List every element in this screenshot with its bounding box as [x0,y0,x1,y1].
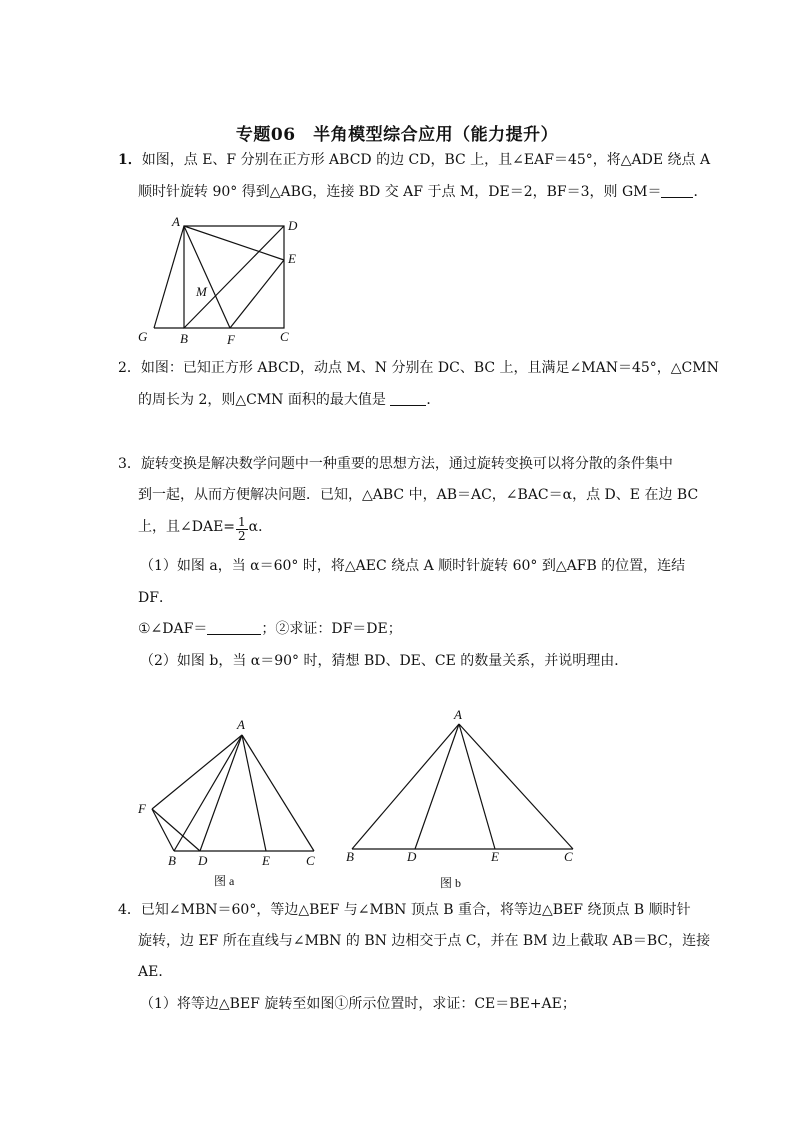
figb-label-A: A [454,707,462,722]
q3-text-3a: 上，且∠DAE= [138,519,236,535]
q4-number: 4． [118,902,141,918]
q3-line2: 到一起，从而方便解决问题．已知，△ABC 中，AB＝AC，∠BAC＝α，点 D、E 在边 BC [138,487,699,503]
q1-label-B: B [180,331,188,346]
q2-text-1: 如图：已知正方形 ABCD，动点 M、N 分别在 DC、BC 上，且满足∠MAN＝45°，△CMN [140,360,719,376]
q3-frac-denominator: 2 [238,529,246,543]
figb-label-B: B [346,849,354,864]
figb-label-E: E [491,849,499,864]
figb-segment-AE [459,724,495,849]
q4-line3: AE． [138,964,173,980]
figa-label-A: A [237,717,245,732]
q2-text-2a: 的周长为 2，则△CMN 面积的最大值是 [138,392,391,408]
q3-part1-line1: （1）如图 a，当 α＝60° 时，将△AEC 绕点 A 顺时针旋转 60° 到△AFB 的位置，连结 [140,558,686,574]
q3-text-3b: α． [248,519,273,535]
q2-text-2b: ． [426,392,441,408]
figb-segment-AC [459,724,573,849]
q3-text-p1-3b: ；②求证：DF＝DE； [261,621,402,637]
figb-caption: 图 b [440,876,462,890]
q3-part2-line1: （2）如图 b，当 α＝90° 时，猜想 BD、DE、CE 的数量关系，并说明理由． [140,653,629,669]
q1-label-E: E [288,251,296,266]
figa-segment-FD [152,809,200,851]
q2-line2 [138,390,440,410]
q4-line2: 旋转，边 EF 所在直线与∠MBN 的 BN 边相交于点 C，并在 BM 边上截取 AB＝BC，连接 [138,933,711,949]
q1-segment-AF [184,226,230,328]
q1-line2 [138,182,707,202]
q4-line1 [118,900,691,920]
figa-segment-AE [242,735,266,851]
q2-answer-blank[interactable] [390,391,426,406]
figa-segment-AB [174,735,242,851]
q1-text-2a: 顺时针旋转 90° 得到△ABG，连接 BD 交 AF 于点 M，DE＝2，BF＝3，则 GM＝ [138,184,662,200]
q3-text-1: 旋转变换是解决数学问题中一种重要的思想方法，通过旋转变换可以将分散的条件集中 [140,456,673,472]
q1-figure [130,210,320,350]
q3-fraction [236,516,248,543]
q3-number: 3． [118,456,141,472]
q1-label-D: D [288,218,298,233]
q1-segment-FE [230,260,284,328]
figa-caption: 图 a [214,874,235,888]
q1-segment-AG [154,226,184,328]
q1-segment-AE [184,226,284,260]
q3-text-p1-3a: ①∠DAF＝ [138,621,208,637]
q1-number: 1． [118,152,142,168]
figb-label-D: D [407,849,417,864]
q1-text-1: 如图，点 E、F 分别在正方形 ABCD 的边 CD，BC 上，且∠EAF＝45°，将△ADE 绕点 A [141,152,711,168]
q1-label-M: M [196,284,207,299]
q3-figure-b [340,708,590,893]
q1-label-A: A [172,214,180,229]
q3-frac-numerator: 1 [238,515,246,529]
page-title: 专题06 半角模型综合应用（能力提升） [235,125,559,145]
q1-text-2b: ． [693,184,708,200]
q1-segment-BD [184,226,284,328]
q1-label-G: G [138,329,148,344]
figa-segment-FB [152,809,174,851]
figb-segment-AB [352,724,459,849]
figa-label-D: D [198,853,208,868]
q1-label-F: F [227,332,235,347]
q3-part1-line2: DF． [138,590,173,606]
q3-answer-blank[interactable] [207,620,261,635]
figb-segment-AD [415,724,459,849]
q4-text-1: 已知∠MBN＝60°，等边△BEF 与∠MBN 顶点 B 重合，将等边△BEF 绕顶点 B 顺时针 [140,902,691,918]
figa-segment-AC [242,735,314,851]
q1-label-C: C [280,329,289,344]
q3-line1 [118,454,673,474]
figa-label-B: B [168,853,176,868]
q4-part1: （1）将等边△BEF 旋转至如图①所示位置时，求证：CE＝BE+AE； [140,996,576,1012]
q2-number: 2． [118,360,141,376]
figa-label-E: E [262,853,270,868]
figa-label-C: C [306,853,315,868]
figa-label-F: F [138,801,146,816]
q3-line3 [138,516,272,543]
figb-label-C: C [564,849,573,864]
q2-line1 [118,358,719,378]
q3-part1-line3 [138,619,402,639]
q1-line1 [118,150,710,170]
q1-answer-blank[interactable] [661,183,693,198]
q3-figure-a [130,715,330,895]
